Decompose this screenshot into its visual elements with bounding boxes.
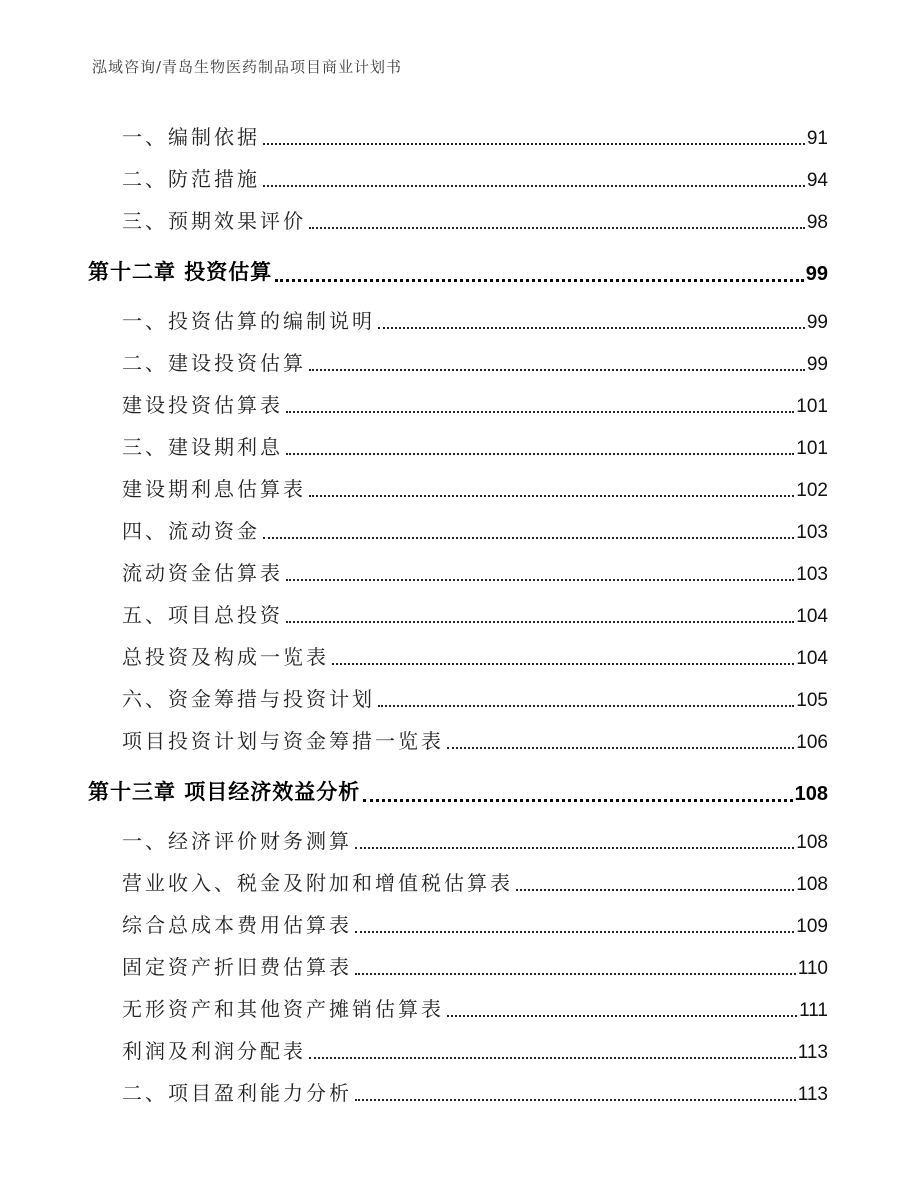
toc-entry-chapter[interactable] — [88, 240, 828, 286]
toc-entry-sub[interactable] — [122, 1064, 828, 1106]
toc-leader-dots — [447, 747, 794, 749]
toc-entry-sub[interactable] — [122, 108, 828, 150]
toc-entry-page: 99 — [805, 263, 828, 285]
toc-entry-page: 104 — [796, 648, 828, 669]
toc-entry-sub[interactable] — [122, 812, 828, 854]
toc-entry-sub[interactable] — [122, 150, 828, 192]
toc-entry-page: 94 — [806, 170, 828, 191]
toc-entry-label: 总投资及构成一览表 — [122, 645, 329, 669]
toc-entry-sub[interactable] — [122, 670, 828, 712]
toc-entry-page: 91 — [806, 128, 828, 149]
toc-entry-page: 113 — [797, 1084, 828, 1105]
toc-leader-dots — [355, 973, 796, 975]
toc-entry-sub[interactable] — [122, 334, 828, 376]
toc-entry-page: 103 — [796, 522, 828, 543]
toc-entry-page: 106 — [796, 732, 828, 753]
toc-entry-page: 109 — [796, 916, 828, 937]
toc-entry-page: 99 — [806, 354, 828, 375]
toc-entry-page: 102 — [796, 480, 828, 501]
toc-entry-label: 建设期利息估算表 — [122, 477, 306, 501]
toc-entry-label: 综合总成本费用估算表 — [122, 913, 352, 937]
document-header-title: 泓域咨询/青岛生物医药制品项目商业计划书 — [92, 58, 403, 76]
toc-entry-page: 104 — [796, 606, 828, 627]
toc-leader-dots — [363, 799, 792, 802]
toc-entry-page: 108 — [796, 832, 828, 853]
toc-entry-label: 五、项目总投资 — [122, 603, 283, 627]
toc-entry-table[interactable] — [122, 980, 828, 1022]
toc-entry-chapter[interactable] — [88, 760, 828, 806]
toc-entry-page: 99 — [806, 312, 828, 333]
toc-entry-label: 项目投资计划与资金筹措一览表 — [122, 729, 444, 753]
toc-entry-table[interactable] — [122, 896, 828, 938]
toc-entry-label: 一、经济评价财务测算 — [122, 829, 352, 853]
toc-entry-page: 98 — [806, 212, 828, 233]
toc-leader-dots — [286, 621, 794, 623]
toc-leader-dots — [309, 495, 794, 497]
toc-entry-page: 103 — [796, 564, 828, 585]
toc-leader-dots — [332, 663, 794, 665]
toc-leader-dots — [355, 931, 794, 933]
toc-leader-dots — [516, 889, 794, 891]
toc-leader-dots — [378, 327, 805, 329]
toc-entry-table[interactable] — [122, 854, 828, 896]
toc-entry-sub[interactable] — [122, 292, 828, 334]
toc-leader-dots — [286, 453, 794, 455]
toc-entry-label: 一、编制依据 — [122, 125, 260, 149]
toc-entry-label: 营业收入、税金及附加和增值税估算表 — [122, 871, 513, 895]
toc-entry-label: 二、项目盈利能力分析 — [122, 1081, 352, 1105]
toc-entry-label: 二、建设投资估算 — [122, 351, 306, 375]
toc-entry-page: 108 — [796, 874, 828, 895]
toc-entry-label: 三、建设期利息 — [122, 435, 283, 459]
toc-entry-sub[interactable] — [122, 502, 828, 544]
toc-entry-page: 110 — [797, 958, 828, 979]
toc-entry-label: 利润及利润分配表 — [122, 1039, 306, 1063]
toc-leader-dots — [309, 1057, 796, 1059]
toc-entry-table[interactable] — [122, 628, 828, 670]
toc-entry-label: 六、资金筹措与投资计划 — [122, 687, 375, 711]
toc-leader-dots — [275, 279, 803, 282]
toc-entry-label: 四、流动资金 — [122, 519, 260, 543]
toc-entry-label: 二、防范措施 — [122, 167, 260, 191]
toc-entry-page: 113 — [797, 1042, 828, 1063]
table-of-contents — [88, 108, 828, 1106]
toc-leader-dots — [309, 227, 805, 229]
toc-leader-dots — [309, 369, 805, 371]
toc-entry-label: 建设投资估算表 — [122, 393, 283, 417]
toc-entry-label: 第十三章 项目经济效益分析 — [88, 779, 361, 804]
toc-entry-table[interactable] — [122, 1022, 828, 1064]
toc-entry-table[interactable] — [122, 376, 828, 418]
toc-leader-dots — [286, 579, 794, 581]
toc-leader-dots — [263, 143, 805, 145]
toc-entry-sub[interactable] — [122, 586, 828, 628]
toc-entry-page: 101 — [796, 438, 828, 459]
toc-entry-sub[interactable] — [122, 192, 828, 234]
toc-entry-page: 101 — [796, 396, 828, 417]
toc-leader-dots — [286, 411, 794, 413]
toc-leader-dots — [355, 847, 794, 849]
toc-entry-label: 无形资产和其他资产摊销估算表 — [122, 997, 444, 1021]
toc-entry-label: 第十二章 投资估算 — [88, 259, 273, 284]
toc-leader-dots — [263, 185, 805, 187]
toc-leader-dots — [378, 705, 794, 707]
toc-entry-label: 固定资产折旧费估算表 — [122, 955, 352, 979]
toc-entry-page: 108 — [794, 783, 828, 805]
toc-entry-table[interactable] — [122, 544, 828, 586]
toc-entry-table[interactable] — [122, 712, 828, 754]
toc-entry-label: 三、预期效果评价 — [122, 209, 306, 233]
toc-entry-table[interactable] — [122, 460, 828, 502]
toc-entry-table[interactable] — [122, 938, 828, 980]
toc-entry-page: 105 — [796, 690, 828, 711]
toc-entry-label: 一、投资估算的编制说明 — [122, 309, 375, 333]
toc-leader-dots — [447, 1015, 797, 1017]
toc-leader-dots — [263, 537, 794, 539]
toc-entry-sub[interactable] — [122, 418, 828, 460]
toc-leader-dots — [355, 1099, 796, 1101]
toc-entry-label: 流动资金估算表 — [122, 561, 283, 585]
toc-entry-page: 111 — [799, 1000, 828, 1021]
